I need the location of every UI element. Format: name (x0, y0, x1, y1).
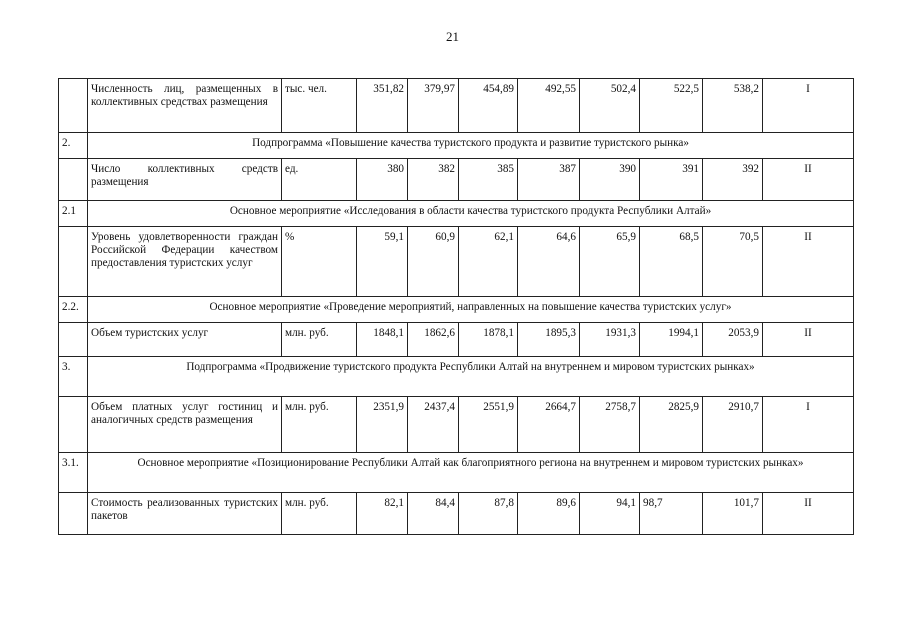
value-cell: 1931,3 (580, 323, 640, 357)
table-row (59, 397, 854, 453)
section-title-cell: Основное мероприятие «Позиционирование Республики Алтай как благоприятного региона на внутреннем и мировом туристских рынках» (88, 453, 854, 493)
section-row (59, 201, 854, 227)
value-cell: 538,2 (703, 79, 763, 133)
unit-cell: млн. руб. (282, 493, 357, 535)
indicator-name-cell: Стоимость реализованных туристских пакетов (88, 493, 282, 535)
row-number-cell (59, 397, 88, 453)
unit-cell: млн. руб. (282, 323, 357, 357)
level-cell: II (763, 493, 854, 535)
section-title-cell: Подпрограмма «Повышение качества туристского продукта и развитие туристского рынка» (88, 133, 854, 159)
value-cell: 65,9 (580, 227, 640, 297)
indicator-name-cell: Число коллективных средств размещения (88, 159, 282, 201)
value-cell: 89,6 (518, 493, 580, 535)
value-cell: 379,97 (408, 79, 459, 133)
section-number-cell: 3.1. (59, 453, 88, 493)
value-cell: 2551,9 (459, 397, 518, 453)
value-cell: 2758,7 (580, 397, 640, 453)
section-row (59, 133, 854, 159)
level-cell: II (763, 323, 854, 357)
value-cell: 64,6 (518, 227, 580, 297)
value-cell: 101,7 (703, 493, 763, 535)
section-number-cell: 2.2. (59, 297, 88, 323)
value-cell: 1862,6 (408, 323, 459, 357)
unit-cell: ед. (282, 159, 357, 201)
level-cell: I (763, 79, 854, 133)
level-cell: II (763, 227, 854, 297)
indicator-name-cell: Объем платных услуг гостиниц и аналогичных средств размещения (88, 397, 282, 453)
value-cell: 68,5 (640, 227, 703, 297)
table-row (59, 159, 854, 201)
value-cell: 59,1 (357, 227, 408, 297)
value-cell: 502,4 (580, 79, 640, 133)
section-row (59, 297, 854, 323)
section-title-cell: Подпрограмма «Продвижение туристского продукта Республики Алтай на внутреннем и мировом туристских рынках» (88, 357, 854, 397)
row-number-cell (59, 159, 88, 201)
section-number-cell: 3. (59, 357, 88, 397)
section-number-cell: 2.1 (59, 201, 88, 227)
value-cell: 94,1 (580, 493, 640, 535)
value-cell: 98,7 (640, 493, 703, 535)
value-cell: 1848,1 (357, 323, 408, 357)
table-row (59, 323, 854, 357)
value-cell: 87,8 (459, 493, 518, 535)
value-cell: 492,55 (518, 79, 580, 133)
value-cell: 70,5 (703, 227, 763, 297)
value-cell: 380 (357, 159, 408, 201)
value-cell: 387 (518, 159, 580, 201)
value-cell: 351,82 (357, 79, 408, 133)
value-cell: 1878,1 (459, 323, 518, 357)
value-cell: 1994,1 (640, 323, 703, 357)
unit-cell: тыс. чел. (282, 79, 357, 133)
section-row (59, 357, 854, 397)
value-cell: 2825,9 (640, 397, 703, 453)
indicator-name-cell: Численность лиц, размещенных в коллективных средствах размещения (88, 79, 282, 133)
value-cell: 60,9 (408, 227, 459, 297)
section-title-cell: Основное мероприятие «Исследования в области качества туристского продукта Республики Алтай» (88, 201, 854, 227)
table-row (59, 227, 854, 297)
value-cell: 2437,4 (408, 397, 459, 453)
level-cell: I (763, 397, 854, 453)
table-row (59, 493, 854, 535)
table-row (59, 79, 854, 133)
row-number-cell (59, 227, 88, 297)
row-number-cell (59, 323, 88, 357)
value-cell: 2664,7 (518, 397, 580, 453)
indicator-name-cell: Уровень удовлетворенности граждан Российской Федерации качеством предоставления туристских услуг (88, 227, 282, 297)
page-number: 21 (446, 29, 459, 44)
value-cell: 382 (408, 159, 459, 201)
value-cell: 2351,9 (357, 397, 408, 453)
row-number-cell (59, 493, 88, 535)
value-cell: 391 (640, 159, 703, 201)
value-cell: 84,4 (408, 493, 459, 535)
value-cell: 82,1 (357, 493, 408, 535)
value-cell: 2910,7 (703, 397, 763, 453)
section-number-cell: 2. (59, 133, 88, 159)
level-cell: II (763, 159, 854, 201)
value-cell: 522,5 (640, 79, 703, 133)
value-cell: 1895,3 (518, 323, 580, 357)
value-cell: 392 (703, 159, 763, 201)
row-number-cell (59, 79, 88, 133)
section-title-cell: Основное мероприятие «Проведение мероприятий, направленных на повышение качества туристских услуг» (88, 297, 854, 323)
value-cell: 385 (459, 159, 518, 201)
value-cell: 390 (580, 159, 640, 201)
value-cell: 62,1 (459, 227, 518, 297)
value-cell: 454,89 (459, 79, 518, 133)
value-cell: 2053,9 (703, 323, 763, 357)
indicator-name-cell: Объем туристских услуг (88, 323, 282, 357)
unit-cell: % (282, 227, 357, 297)
section-row (59, 453, 854, 493)
indicators-table (58, 78, 854, 535)
unit-cell: млн. руб. (282, 397, 357, 453)
